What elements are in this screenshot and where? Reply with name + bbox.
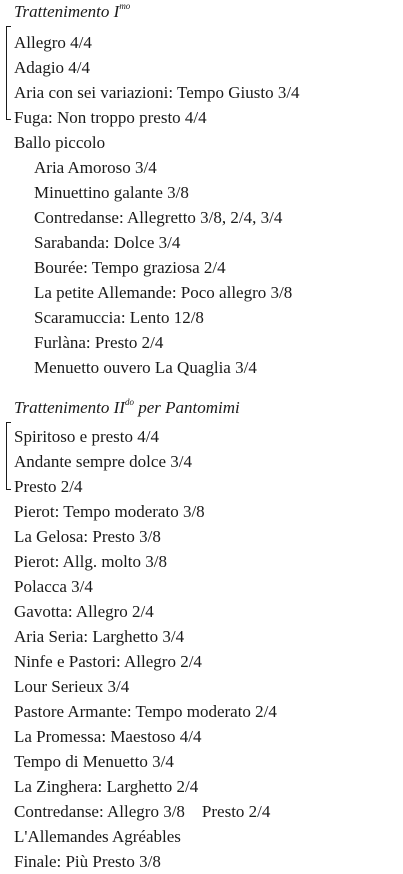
ballo-item: Contredanse: Allegretto 3/8, 2/4, 3/4 <box>34 208 283 227</box>
section2-title-suffix: per Pantomimi <box>133 398 240 417</box>
section1-item: Adagio 4/4 <box>14 58 91 77</box>
section2-item: La Gelosa: Presto 3/8 <box>14 527 161 546</box>
ballo-item: Aria Amoroso 3/4 <box>34 158 157 177</box>
section2-title-sup: do <box>124 397 134 408</box>
section1-title <box>14 2 130 22</box>
section2-item: Spiritoso e presto 4/4 <box>14 427 159 446</box>
section2-item: Pierot: Allg. molto 3/8 <box>14 552 168 571</box>
section2-item: Tempo di Menuetto 3/4 <box>14 752 174 771</box>
section2-item: Aria Seria: Larghetto 3/4 <box>14 627 185 646</box>
section2-item: Andante sempre dolce 3/4 <box>14 452 192 471</box>
ballo-item: La petite Allemande: Poco allegro 3/8 <box>34 283 293 302</box>
ballo-item: Sarabanda: Dolce 3/4 <box>34 233 181 252</box>
section2-bracket <box>6 422 11 490</box>
section2-item: Polacca 3/4 <box>14 577 93 596</box>
section1-item: Fuga: Non troppo presto 4/4 <box>14 108 207 127</box>
section2-item: Gavotta: Allegro 2/4 <box>14 602 154 621</box>
ballo-item: Bourée: Tempo graziosa 2/4 <box>34 258 226 277</box>
section1-title-sup: mo <box>119 1 131 12</box>
section1-item: Aria con sei variazioni: Tempo Giusto 3/4 <box>14 83 300 102</box>
section1-title-text: Trattenimento I <box>14 2 120 21</box>
section2-item: L'Allemandes Agréables <box>14 827 181 846</box>
section2-item: Finale: Più Presto 3/8 <box>14 852 161 871</box>
section1-item: Allegro 4/4 <box>14 33 92 52</box>
section2-item: Contredanse: Allegro 3/8 Presto 2/4 <box>14 802 271 821</box>
section2-item: Lour Serieux 3/4 <box>14 677 130 696</box>
ballo-item: Menuetto ouvero La Quaglia 3/4 <box>34 358 257 377</box>
section2-item: La Zinghera: Larghetto 2/4 <box>14 777 199 796</box>
section2-item: Pastore Armante: Tempo moderato 2/4 <box>14 702 277 721</box>
ballo-item: Furlàna: Presto 2/4 <box>34 333 164 352</box>
section2-title <box>14 398 240 418</box>
section2-item: Presto 2/4 <box>14 477 83 496</box>
section2-item: La Promessa: Maestoso 4/4 <box>14 727 202 746</box>
ballo-heading: Ballo piccolo <box>14 133 106 152</box>
ballo-item: Scaramuccia: Lento 12/8 <box>34 308 204 327</box>
section2-title-text: Trattenimento II <box>14 398 125 417</box>
ballo-item: Minuettino galante 3/8 <box>34 183 189 202</box>
section2-item: Pierot: Tempo moderato 3/8 <box>14 502 205 521</box>
section1-bracket <box>6 26 11 120</box>
section2-item: Ninfe e Pastori: Allegro 2/4 <box>14 652 202 671</box>
